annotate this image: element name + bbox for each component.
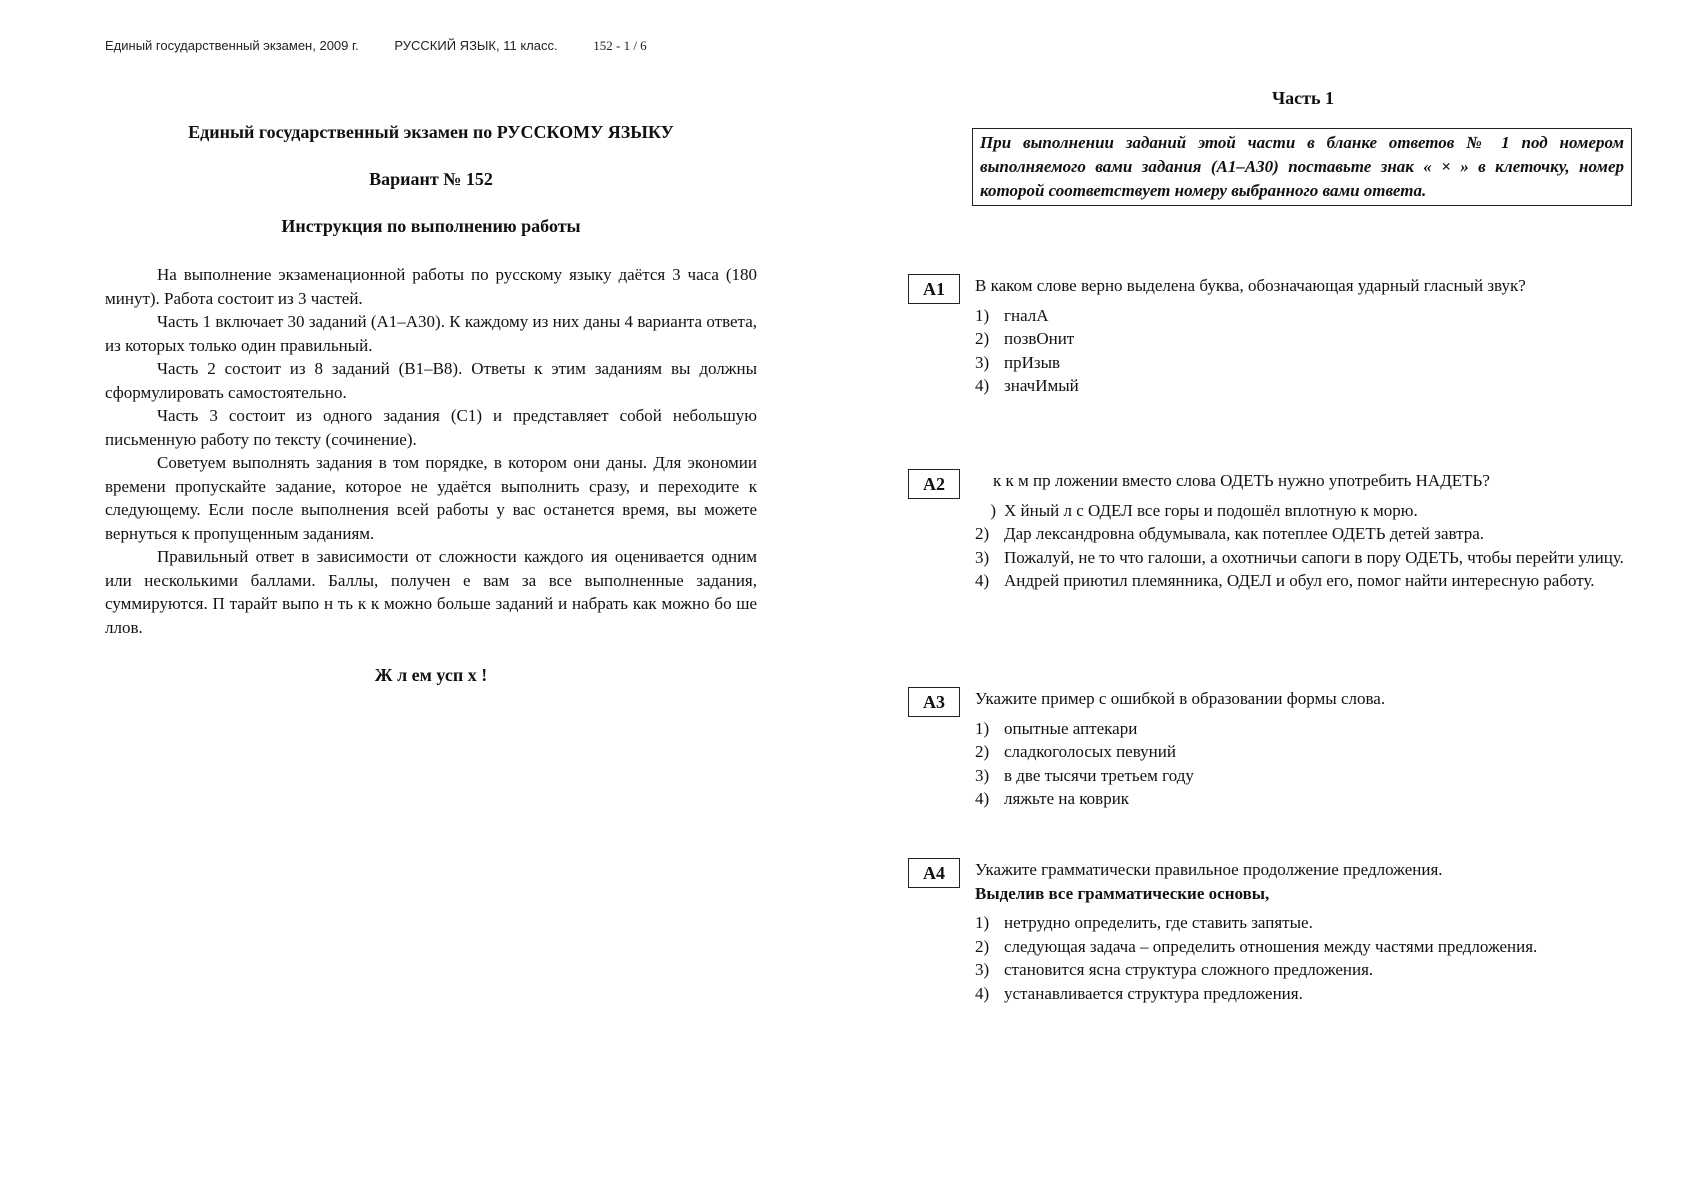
option-number: 4) [975, 376, 990, 395]
task-number-badge: А4 [908, 858, 960, 888]
left-column [105, 118, 757, 686]
instruction-paragraph: Часть 1 включает 30 заданий (А1–А30). К каждому из них даны 4 варианта ответа, из которых только один правильный. [105, 312, 757, 355]
answer-options [975, 499, 1634, 593]
task-question: Укажите пример с ошибкой в образовании формы слова. [975, 689, 1386, 708]
option-text: прИзыв [1004, 352, 1061, 372]
option-text: позвОнит [1004, 329, 1075, 348]
option-text: следующая задача – определить отношения между частями предложения. [1004, 936, 1538, 956]
answer-option [975, 958, 1634, 982]
option-number: 4) [975, 571, 990, 590]
instruction-paragraph: Часть 3 состоит из одного задания (С1) и представляет собой небольшую письменную работу по тексту (сочинение). [105, 406, 757, 449]
option-number: 4) [975, 983, 990, 1003]
part-instruction-box: При выполнении заданий этой части в бланке ответов № 1 под номером выполняемого вами задания (А1–А30) поставьте знак « × » в клеточку, номер которой соответствует номеру выбранного вами ответа. [972, 128, 1632, 206]
option-text: становится ясна структура сложного предложения. [1004, 960, 1374, 979]
instruction-paragraph: Правильный ответ в зависимости от сложности каждого ия оценивается одним или несколькими баллами. Баллы, получен е вам за все выполненные задания, суммируются. П тарайт выпо н ть к к можно больше заданий и набрать как можно бо ше ллов. [105, 547, 757, 637]
instruction-title: Инструкция по выполнению работы [281, 216, 581, 236]
answer-option [975, 351, 1634, 375]
option-text: устанавливается структура предложения. [1004, 983, 1303, 1003]
option-text: Х йный л с ОДЕЛ все горы и подошёл вплотную к морю. [1004, 500, 1418, 520]
option-number: 4) [975, 789, 990, 808]
answer-option [975, 327, 1634, 351]
answer-option [975, 911, 1634, 935]
option-text: Дар лександровна обдумывала, как потеплее ОДЕТЬ детей завтра. [1004, 524, 1485, 543]
task-body [975, 274, 1634, 398]
option-number: 1) [975, 718, 990, 738]
option-text: Андрей приютил племянника, ОДЕЛ и обул его, помог найти интересную работу. [1004, 571, 1595, 590]
answer-option [975, 499, 1634, 523]
option-text: сладкоголосых певуний [1004, 742, 1176, 761]
option-text: нетрудно определить, где ставить запятые. [1004, 913, 1313, 932]
option-number: 1) [975, 913, 990, 932]
option-number: ) [990, 500, 996, 520]
option-text: опытные аптекари [1004, 718, 1138, 738]
page-header [105, 38, 679, 54]
option-number: 2) [975, 329, 990, 348]
variant-title: Вариант № 152 [369, 169, 493, 189]
instruction-paragraph: На выполнение экзаменационной работы по русскому языку даётся 3 часа (180 минут). Работа состоит из 3 частей. [105, 265, 757, 308]
task-number-badge: А3 [908, 687, 960, 717]
task-question: Укажите грамматически правильное продолжение предложения. [975, 860, 1443, 879]
task-number-badge: А1 [908, 274, 960, 304]
option-text: ляжьте на коврик [1004, 789, 1130, 808]
task-body [975, 469, 1634, 593]
answer-option [975, 935, 1634, 959]
option-number: 2) [975, 524, 990, 543]
task-question: к к м пр ложении вместо слова ОДЕТЬ нужно употребить НАДЕТЬ? [993, 471, 1490, 490]
task-subquestion: Выделив все грамматические основы, [975, 883, 1270, 903]
option-number: 2) [975, 742, 990, 761]
answer-option [975, 787, 1634, 811]
answer-option [975, 764, 1634, 788]
option-number: 3) [975, 352, 990, 372]
exam-title: Единый государственный экзамен по РУССКОМУ ЯЗЫКУ [188, 122, 674, 142]
good-luck-wish: Ж л ем усп х ! [374, 665, 488, 685]
header-exam: Единый государственный экзамен, 2009 г. [105, 38, 359, 53]
option-number: 2) [975, 936, 990, 956]
option-number: 3) [975, 765, 990, 785]
answer-options [975, 304, 1634, 398]
answer-options [975, 717, 1634, 811]
part-title: Часть 1 [1271, 88, 1335, 108]
answer-option [975, 374, 1634, 398]
answer-option [975, 522, 1634, 546]
header-page-number: 152 - 1 / 6 [593, 38, 647, 53]
task-body [975, 687, 1634, 811]
instruction-text [105, 263, 757, 639]
instruction-paragraph: Часть 2 состоит из 8 заданий (В1–В8). Ответы к этим заданиям вы должны сформулировать самостоятельно. [105, 359, 757, 402]
answer-options [975, 911, 1634, 1005]
option-text: значИмый [1004, 376, 1079, 395]
task-body [975, 858, 1634, 1005]
task-question: В каком слове верно выделена буква, обозначающая ударный гласный звук? [975, 276, 1526, 295]
option-text: гналА [1004, 305, 1049, 325]
option-number: 3) [975, 960, 990, 979]
answer-option [975, 569, 1634, 593]
header-subject: РУССКИЙ ЯЗЫК, 11 класс. [394, 38, 558, 53]
instruction-paragraph: Советуем выполнять задания в том порядке, в котором они даны. Для экономии времени пропускайте задание, которое не удаётся выполнить сразу, и переходите к следующему. Если после выполнения всей работы у вас останется время, вы можете вернуться к пропущенным заданиям. [105, 453, 757, 543]
option-number: 1) [975, 305, 990, 325]
option-text: в две тысячи третьем году [1004, 765, 1194, 785]
task-number-badge: А2 [908, 469, 960, 499]
option-text: Пожалуй, не то что галоши, а охотничьи сапоги в пору ОДЕТЬ, чтобы перейти улицу. [1004, 547, 1624, 567]
answer-option [975, 717, 1634, 741]
answer-option [975, 740, 1634, 764]
answer-option [975, 982, 1634, 1006]
answer-option [975, 304, 1634, 328]
option-number: 3) [975, 547, 990, 567]
answer-option [975, 546, 1634, 570]
